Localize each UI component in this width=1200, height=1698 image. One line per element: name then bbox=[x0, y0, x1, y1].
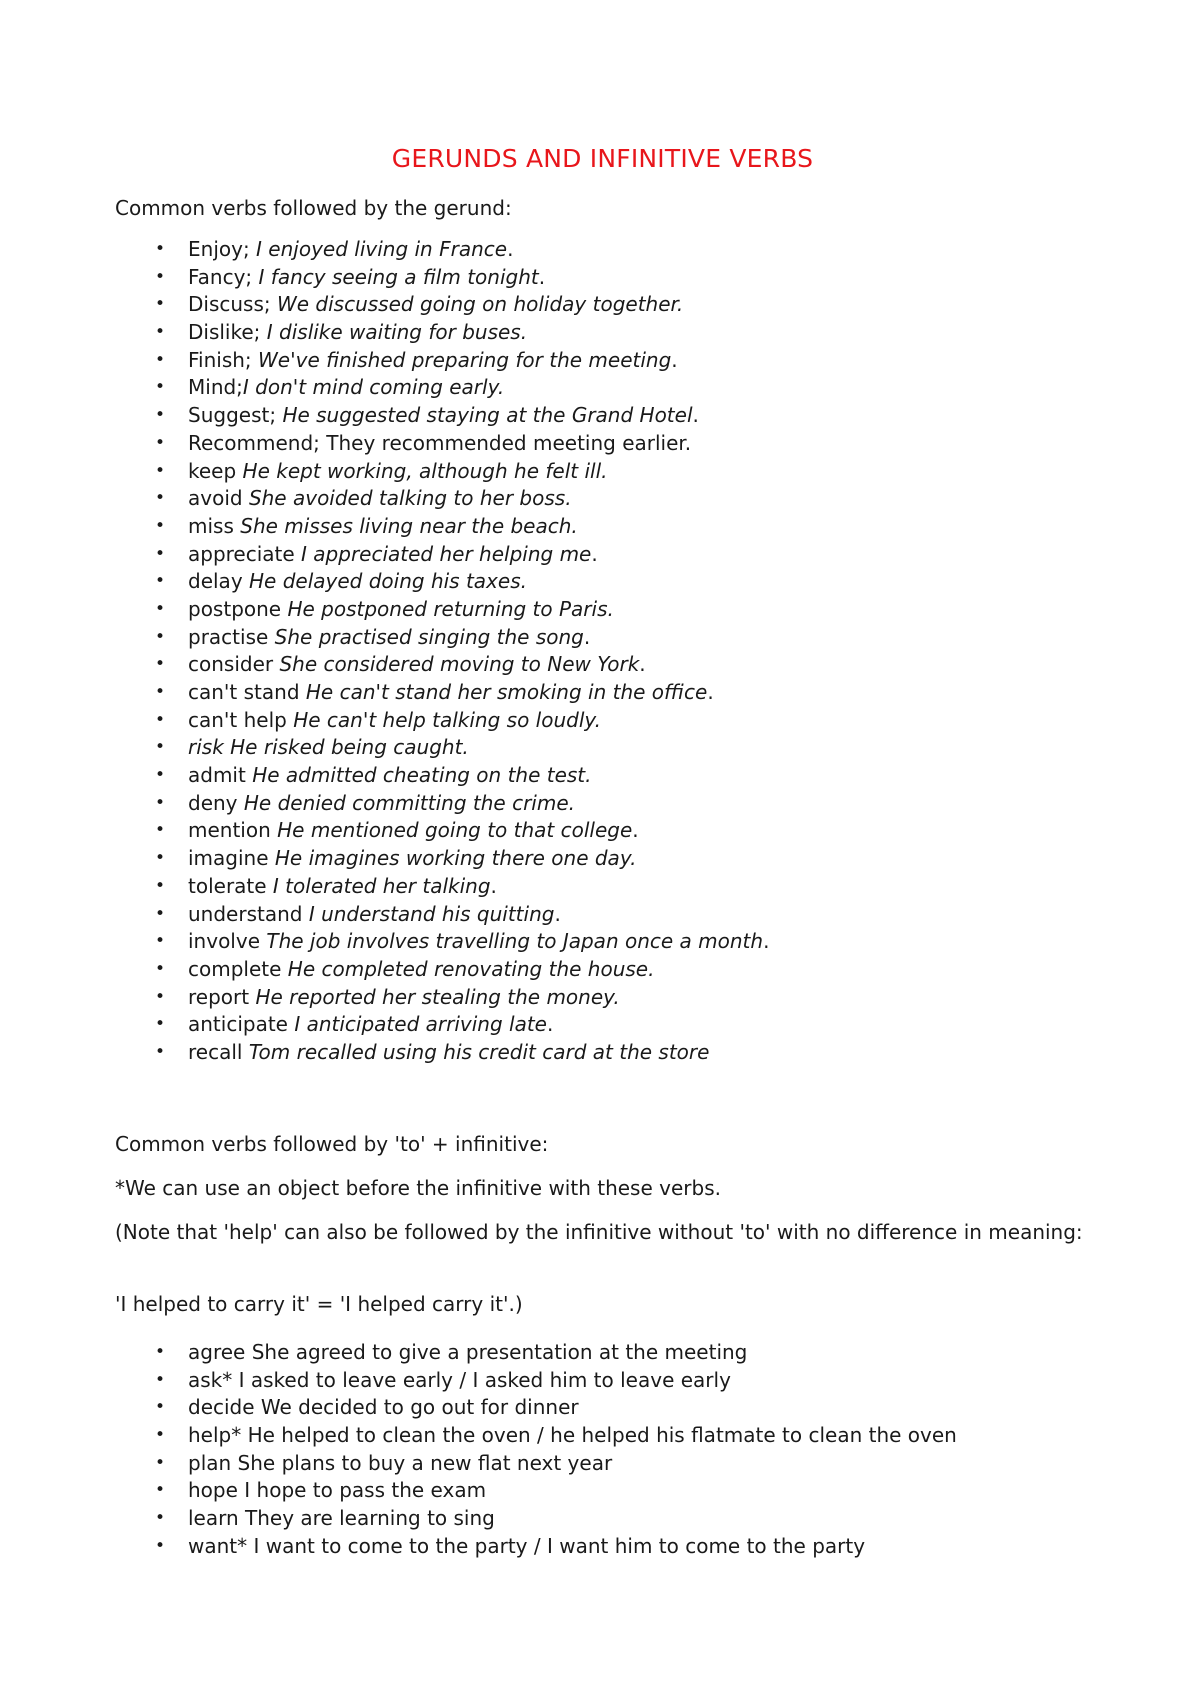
gerund-list-item bbox=[115, 817, 769, 845]
bullet-icon: • bbox=[155, 432, 166, 453]
gerund-list-item bbox=[115, 374, 769, 402]
bullet-icon: • bbox=[155, 931, 166, 952]
gerund-example-punctuation: . bbox=[639, 652, 646, 677]
infinitive-list-item bbox=[115, 1477, 957, 1505]
gerund-list-item bbox=[115, 430, 769, 458]
bullet-icon: • bbox=[155, 709, 166, 730]
gerund-example: I understand his quitting bbox=[308, 901, 555, 926]
gerund-list-item bbox=[115, 734, 769, 762]
infinitive-example: plan She plans to buy a new flat next year bbox=[188, 1450, 613, 1475]
bullet-icon: • bbox=[155, 377, 166, 398]
gerund-example: She practised singing the song bbox=[274, 624, 584, 649]
gerund-example-punctuation: . bbox=[763, 929, 770, 954]
infinitive-example: hope I hope to pass the exam bbox=[188, 1478, 487, 1503]
gerund-example: I enjoyed living in France bbox=[256, 237, 508, 261]
bullet-icon: • bbox=[155, 515, 166, 536]
gerund-example: I don't mind coming early. bbox=[242, 375, 505, 400]
gerund-verb: Enjoy; bbox=[188, 237, 257, 261]
gerund-example-punctuation: . bbox=[546, 1012, 554, 1037]
bullet-icon: • bbox=[155, 571, 166, 592]
gerund-verb: admit bbox=[188, 763, 253, 788]
bullet-icon: • bbox=[155, 765, 166, 786]
bullet-icon: • bbox=[155, 488, 166, 509]
gerund-example: She considered moving to New York bbox=[279, 652, 640, 677]
gerund-example: I tolerated her talking bbox=[272, 873, 491, 898]
gerund-example: She misses living near the beach. bbox=[240, 513, 578, 538]
gerund-list-item bbox=[115, 458, 769, 486]
gerund-verb: Fancy; bbox=[188, 264, 259, 289]
gerund-verb: anticipate bbox=[188, 1012, 295, 1037]
infinitive-list-item bbox=[115, 1533, 957, 1561]
bullet-icon: • bbox=[155, 1508, 166, 1529]
gerund-list-item bbox=[115, 901, 769, 929]
gerund-example: I dislike waiting for buses. bbox=[266, 320, 528, 345]
gerund-example: He can't stand her smoking in the office bbox=[305, 680, 708, 704]
bullet-icon: • bbox=[155, 1014, 166, 1035]
infinitive-example: want* I want to come to the party / I want him to come to the party bbox=[188, 1533, 866, 1558]
bullet-icon: • bbox=[155, 460, 166, 481]
infinitive-example: ask* I asked to leave early / I asked him to leave early bbox=[188, 1367, 731, 1392]
bullet-icon: • bbox=[155, 1452, 166, 1473]
bullet-icon: • bbox=[155, 986, 166, 1007]
infinitive-note-example: 'I helped to carry it' = 'I helped carry it'.) bbox=[115, 1292, 523, 1316]
gerund-verb: involve bbox=[188, 929, 267, 954]
gerund-list-item bbox=[115, 347, 769, 375]
gerund-list-item bbox=[115, 236, 769, 264]
gerund-verb: postpone bbox=[188, 596, 288, 621]
gerund-list-item bbox=[115, 679, 769, 707]
gerund-example-punctuation: . bbox=[583, 624, 591, 649]
gerund-verb: can't help bbox=[188, 707, 294, 732]
bullet-icon: • bbox=[155, 626, 166, 647]
bullet-icon: • bbox=[155, 266, 166, 287]
bullet-icon: • bbox=[155, 903, 166, 924]
infinitive-list-item bbox=[115, 1339, 957, 1367]
bullet-icon: • bbox=[155, 1041, 166, 1062]
gerund-intro: Common verbs followed by the gerund: bbox=[115, 196, 512, 220]
infinitive-example: learn They are learning to sing bbox=[188, 1506, 495, 1531]
infinitive-verb-list bbox=[115, 1339, 957, 1561]
gerund-example-punctuation: . bbox=[507, 237, 514, 261]
gerund-verb: tolerate bbox=[188, 873, 273, 898]
bullet-icon: • bbox=[155, 543, 166, 564]
gerund-list-item bbox=[115, 651, 769, 679]
gerund-example-punctuation: . bbox=[692, 403, 699, 428]
gerund-list-item bbox=[115, 1039, 769, 1067]
infinitive-example: decide We decided to go out for dinner bbox=[188, 1395, 579, 1420]
infinitive-list-item bbox=[115, 1505, 957, 1533]
infinitive-example: agree She agreed to give a presentation at the meeting bbox=[188, 1340, 748, 1364]
bullet-icon: • bbox=[155, 958, 166, 979]
bullet-icon: • bbox=[155, 1342, 166, 1362]
bullet-icon: • bbox=[155, 322, 166, 343]
gerund-example: He denied committing the crime. bbox=[243, 790, 575, 815]
gerund-example-punctuation: . bbox=[591, 541, 598, 566]
gerund-example-punctuation: . bbox=[707, 680, 714, 704]
gerund-verb: avoid bbox=[188, 486, 249, 511]
gerund-example: He reported her stealing the money. bbox=[255, 984, 620, 1009]
gerund-example: I anticipated arriving late bbox=[294, 1012, 547, 1037]
gerund-verb: miss bbox=[188, 513, 241, 538]
gerund-verb: delay bbox=[188, 569, 250, 594]
bullet-icon: • bbox=[155, 1480, 166, 1501]
bullet-icon: • bbox=[155, 1397, 166, 1418]
bullet-icon: • bbox=[155, 1425, 166, 1446]
gerund-list-item bbox=[115, 568, 769, 596]
gerund-example: risk He risked being caught. bbox=[188, 735, 469, 760]
infinitive-list-item bbox=[115, 1367, 957, 1395]
gerund-example: We discussed going on holiday together. bbox=[276, 292, 684, 317]
bullet-icon: • bbox=[155, 239, 166, 259]
gerund-example: She avoided talking to her boss. bbox=[248, 486, 572, 511]
gerund-example: Tom recalled using his credit card at the store bbox=[248, 1039, 710, 1064]
gerund-example: He kept working, although he felt ill. bbox=[242, 458, 608, 483]
gerund-verb: Suggest; bbox=[188, 403, 283, 428]
bullet-icon: • bbox=[155, 875, 166, 896]
gerund-example: He admitted cheating on the test. bbox=[252, 763, 592, 788]
gerund-example: He delayed doing his taxes. bbox=[249, 569, 527, 594]
bullet-icon: • bbox=[155, 848, 166, 869]
bullet-icon: • bbox=[155, 349, 166, 370]
gerund-example: He postponed returning to Paris. bbox=[287, 596, 614, 621]
bullet-icon: • bbox=[155, 294, 166, 315]
gerund-example: He imagines working there one day. bbox=[274, 846, 637, 871]
infinitive-intro: Common verbs followed by 'to' + infinitive: bbox=[115, 1132, 549, 1156]
gerund-list-item bbox=[115, 291, 769, 319]
gerund-verb: can't stand bbox=[188, 680, 306, 704]
gerund-example: He suggested staying at the Grand Hotel bbox=[282, 403, 693, 428]
gerund-example: I fancy seeing a film tonight bbox=[258, 264, 539, 289]
gerund-example-punctuation: . bbox=[632, 818, 639, 843]
infinitive-example: help* He helped to clean the oven / he helped his flatmate to clean the oven bbox=[188, 1423, 957, 1448]
gerund-verb: imagine bbox=[188, 846, 275, 871]
bullet-icon: • bbox=[155, 654, 166, 675]
gerund-list-item bbox=[115, 956, 769, 984]
bullet-icon: • bbox=[155, 1535, 166, 1556]
gerund-example-punctuation: . bbox=[671, 347, 678, 372]
gerund-example: He mentioned going to that college bbox=[277, 818, 633, 843]
bullet-icon: • bbox=[155, 405, 166, 426]
gerund-verb: mention bbox=[188, 818, 278, 843]
gerund-list-item bbox=[115, 264, 769, 292]
gerund-verb: Finish; bbox=[188, 347, 259, 372]
gerund-list-item bbox=[115, 984, 769, 1012]
gerund-example-punctuation: . bbox=[490, 873, 497, 898]
infinitive-list-item bbox=[115, 1394, 957, 1422]
gerund-list-item bbox=[115, 624, 769, 652]
gerund-verb: keep bbox=[188, 458, 243, 483]
gerund-list-item bbox=[115, 873, 769, 901]
gerund-example: We've finished preparing for the meeting bbox=[258, 347, 672, 372]
bullet-icon: • bbox=[155, 682, 166, 702]
gerund-example-punctuation: . bbox=[554, 901, 561, 926]
gerund-verb: Dislike; bbox=[188, 320, 267, 345]
gerund-verb: Discuss; bbox=[188, 292, 277, 317]
gerund-list-item bbox=[115, 485, 769, 513]
gerund-list-item bbox=[115, 541, 769, 569]
gerund-list-item bbox=[115, 707, 769, 735]
gerund-list-item bbox=[115, 513, 769, 541]
gerund-list-item bbox=[115, 402, 769, 430]
gerund-example: I appreciated her helping me bbox=[301, 541, 592, 566]
infinitive-list-item bbox=[115, 1450, 957, 1478]
gerund-verb: recall bbox=[188, 1039, 249, 1064]
gerund-verb: practise bbox=[188, 624, 275, 649]
bullet-icon: • bbox=[155, 792, 166, 813]
gerund-example: The job involves travelling to Japan once a month bbox=[266, 929, 764, 954]
gerund-example: He completed renovating the house. bbox=[287, 956, 655, 981]
page-title: GERUNDS AND INFINITIVE VERBS bbox=[391, 144, 814, 173]
bullet-icon: • bbox=[155, 598, 166, 619]
gerund-verb-list bbox=[115, 236, 769, 1067]
gerund-list-item bbox=[115, 1011, 769, 1039]
bullet-icon: • bbox=[155, 1369, 166, 1390]
gerund-verb: report bbox=[188, 984, 256, 1009]
gerund-verb: consider bbox=[188, 652, 280, 677]
gerund-verb: understand bbox=[188, 901, 309, 926]
gerund-verb: Mind; bbox=[188, 375, 243, 400]
gerund-example: He can't help talking so loudly. bbox=[293, 707, 602, 732]
gerund-list-item bbox=[115, 928, 769, 956]
gerund-example-punctuation: . bbox=[538, 264, 546, 289]
gerund-verb: appreciate bbox=[188, 541, 302, 566]
infinitive-note-help: (Note that 'help' can also be followed by the infinitive without 'to' with no difference in meaning: bbox=[115, 1220, 1083, 1244]
gerund-verb: Recommend; They recommended meeting earlier. bbox=[188, 430, 692, 455]
gerund-list-item bbox=[115, 790, 769, 818]
gerund-verb: complete bbox=[188, 956, 288, 981]
gerund-list-item bbox=[115, 319, 769, 347]
bullet-icon: • bbox=[155, 737, 166, 758]
bullet-icon: • bbox=[155, 820, 166, 841]
gerund-list-item bbox=[115, 596, 769, 624]
infinitive-note-object: *We can use an object before the infinitive with these verbs. bbox=[115, 1176, 721, 1200]
gerund-verb: deny bbox=[188, 790, 244, 815]
infinitive-list-item bbox=[115, 1422, 957, 1450]
gerund-list-item bbox=[115, 845, 769, 873]
gerund-list-item bbox=[115, 762, 769, 790]
